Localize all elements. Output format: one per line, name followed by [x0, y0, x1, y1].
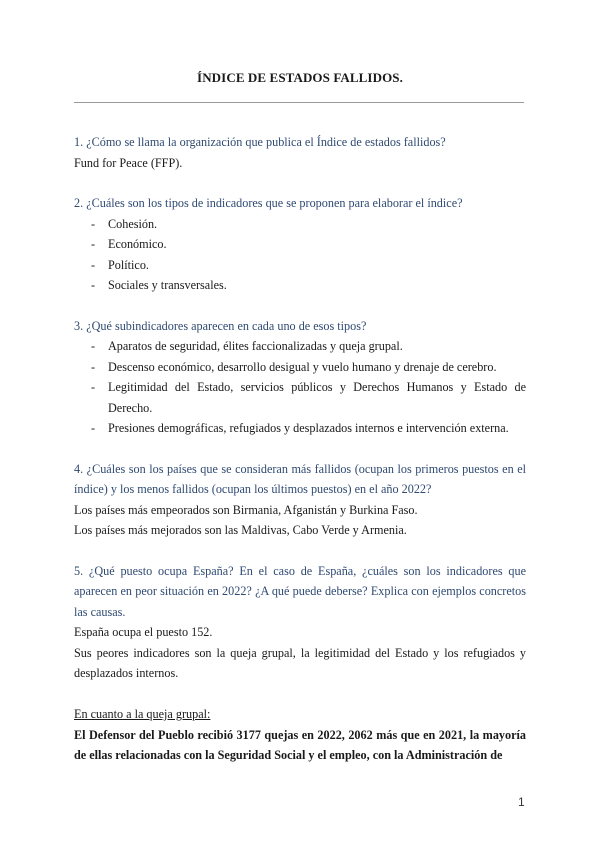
- document-body: [74, 132, 526, 766]
- answer-5-indicators: Sus peores indicadores son la queja grupal, la legitimidad del Estado y los refugiados y desplazados internos.: [74, 645, 526, 680]
- answer-4-worst: Los países más empeorados son Birmania, Afganistán y Burkina Faso.: [74, 502, 418, 517]
- list-item: - Sociales y transversales.: [74, 275, 526, 296]
- question-5: 5. ¿Qué puesto ocupa España? En el caso de España, ¿cuáles son los indicadores que aparecen en peor situación en 2022? ¿A qué puede deberse? Explica con ejemplos concretos las causas.: [74, 563, 526, 619]
- title-divider: [74, 102, 524, 103]
- list-item: - Descenso económico, desarrollo desigual y vuelo humano y drenaje de cerebro.: [74, 357, 526, 378]
- question-1: 1. ¿Cómo se llama la organización que publica el Índice de estados fallidos?: [74, 135, 446, 149]
- question-2: 2. ¿Cuáles son los tipos de indicadores que se proponen para elaborar el índice?: [74, 196, 463, 210]
- answer-1: Fund for Peace (FFP).: [74, 155, 183, 170]
- answer-5-rank: España ocupa el puesto 152.: [74, 625, 213, 639]
- list-item: - Cohesión.: [74, 214, 526, 235]
- answer-4-best: Los países más mejorados son las Maldivas, Cabo Verde y Armenia.: [74, 523, 407, 537]
- list-item: - Aparatos de seguridad, élites faccionalizadas y queja grupal.: [74, 336, 526, 357]
- subheading-queja-grupal: En cuanto a la queja grupal:: [74, 707, 211, 721]
- list-item: - Legitimidad del Estado, servicios públicos y Derechos Humanos y Estado de Derecho.: [74, 377, 526, 418]
- document-title: ÍNDICE DE ESTADOS FALLIDOS.: [197, 70, 403, 85]
- list-item: - Presiones demográficas, refugiados y desplazados internos e intervención externa.: [74, 418, 526, 439]
- indicator-types-list: [74, 214, 526, 296]
- list-item: - Político.: [74, 255, 526, 276]
- subindicators-list: [74, 336, 526, 439]
- page-number: 1: [518, 795, 525, 809]
- bold-paragraph: El Defensor del Pueblo recibió 3177 quejas en 2022, 2062 más que en 2021, la mayoría de ellas relacionadas con la Seguridad Social y el empleo, con la Administración de: [74, 727, 526, 762]
- question-4: 4. ¿Cuáles son los países que se consideran más fallidos (ocupan los primeros puestos en el índice) y los menos fallidos (ocupan los últimos puestos) en el año 2022?: [74, 461, 526, 496]
- question-3: 3. ¿Qué subindicadores aparecen en cada uno de esos tipos?: [74, 318, 367, 333]
- list-item: - Económico.: [74, 234, 526, 255]
